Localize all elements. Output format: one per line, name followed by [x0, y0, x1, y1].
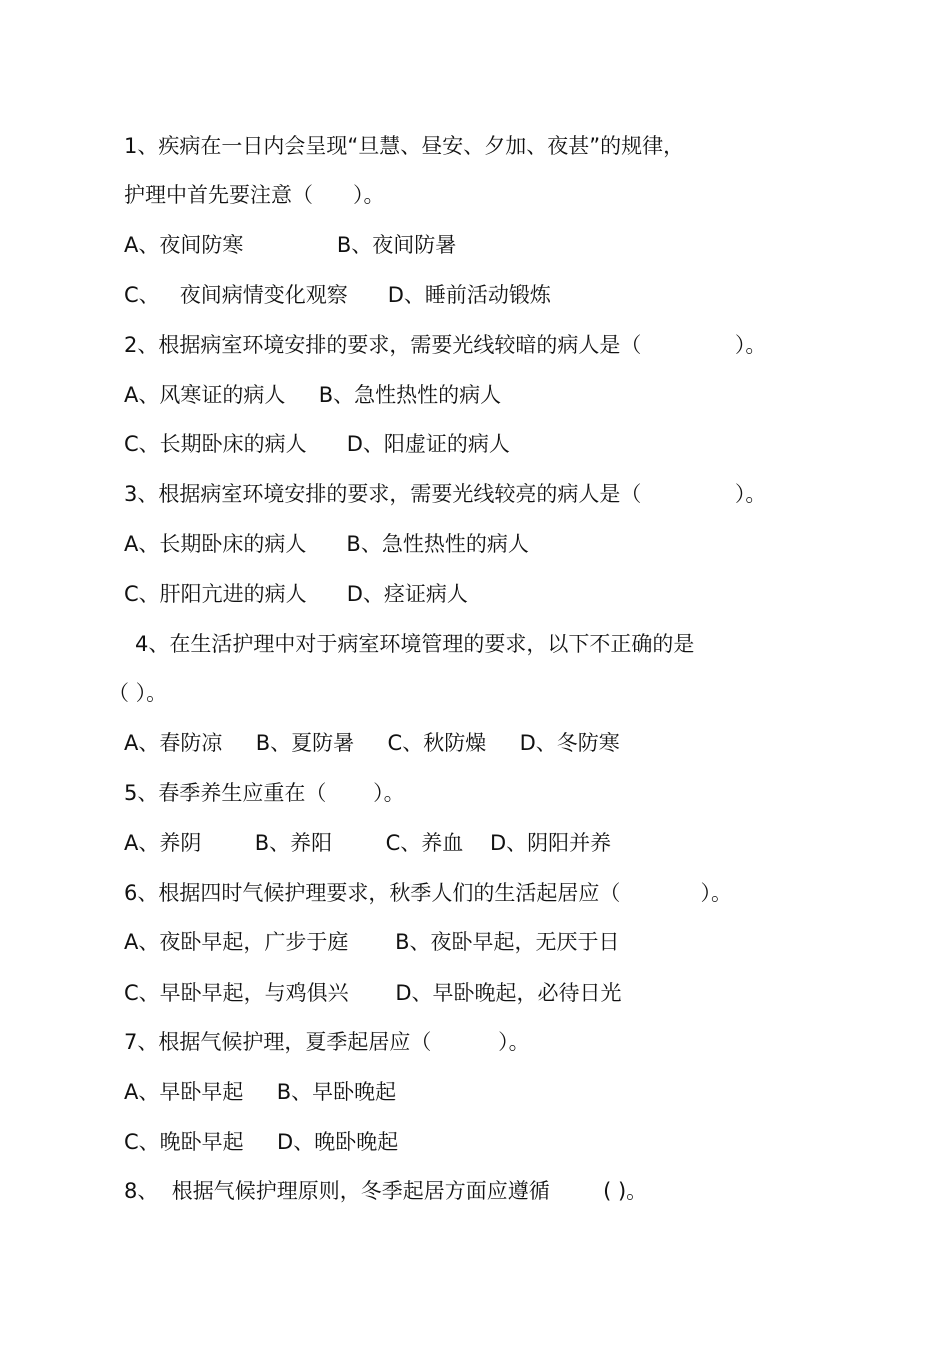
question-1-line-2: 护理中首先要注意（ ）。 [124, 183, 385, 207]
question-2-options-ab: A、风寒证的病人 B、急性热性的病人 [124, 383, 502, 407]
question-6: 6、根据四时气候护理要求，秋季人们的生活起居应（ ）。 [124, 881, 732, 905]
question-4-line-1: 4、在生活护理中对于病室环境管理的要求，以下不正确的是 [135, 632, 695, 656]
question-8: 8、 根据气候护理原则，冬季起居方面应遵循 ( )。 [124, 1179, 648, 1203]
question-3: 3、根据病室环境安排的要求，需要光线较亮的病人是（ ）。 [124, 482, 767, 506]
question-7-options-cd: C、晚卧早起 D、晚卧晚起 [124, 1130, 399, 1154]
question-3-options-ab: A、长期卧床的病人 B、急性热性的病人 [124, 532, 529, 556]
question-2-options-cd: C、长期卧床的病人 D、阳虚证的病人 [124, 432, 510, 456]
question-5: 5、春季养生应重在（ ）。 [124, 781, 405, 805]
question-7: 7、根据气候护理，夏季起居应（ ）。 [124, 1030, 530, 1054]
question-2: 2、根据病室环境安排的要求，需要光线较暗的病人是（ ）。 [124, 333, 767, 357]
question-3-options-cd: C、肝阳亢进的病人 D、痉证病人 [124, 582, 468, 606]
question-1-options-cd: C、 夜间病情变化观察 D、睡前活动锻炼 [124, 283, 551, 307]
question-1-options-ab: A、夜间防寒 B、夜间防暑 [124, 233, 457, 257]
question-5-options: A、养阴 B、养阳 C、养血 D、阴阳并养 [124, 831, 612, 855]
question-6-options-ab: A、夜卧早起，广步于庭 B、夜卧早起，无厌于日 [124, 930, 620, 954]
question-4-line-2: （ ）。 [108, 681, 168, 705]
question-7-options-ab: A、早卧早起 B、早卧晚起 [124, 1080, 397, 1104]
question-6-options-cd: C、早卧早起，与鸡俱兴 D、早卧晚起，必待日光 [124, 981, 622, 1005]
question-1-line-1: 1、疾病在一日内会呈现“旦慧、昼安、夕加、夜甚”的规律， [124, 134, 685, 158]
question-4-options: A、春防凉 B、夏防暑 C、秋防燥 D、冬防寒 [124, 731, 620, 755]
